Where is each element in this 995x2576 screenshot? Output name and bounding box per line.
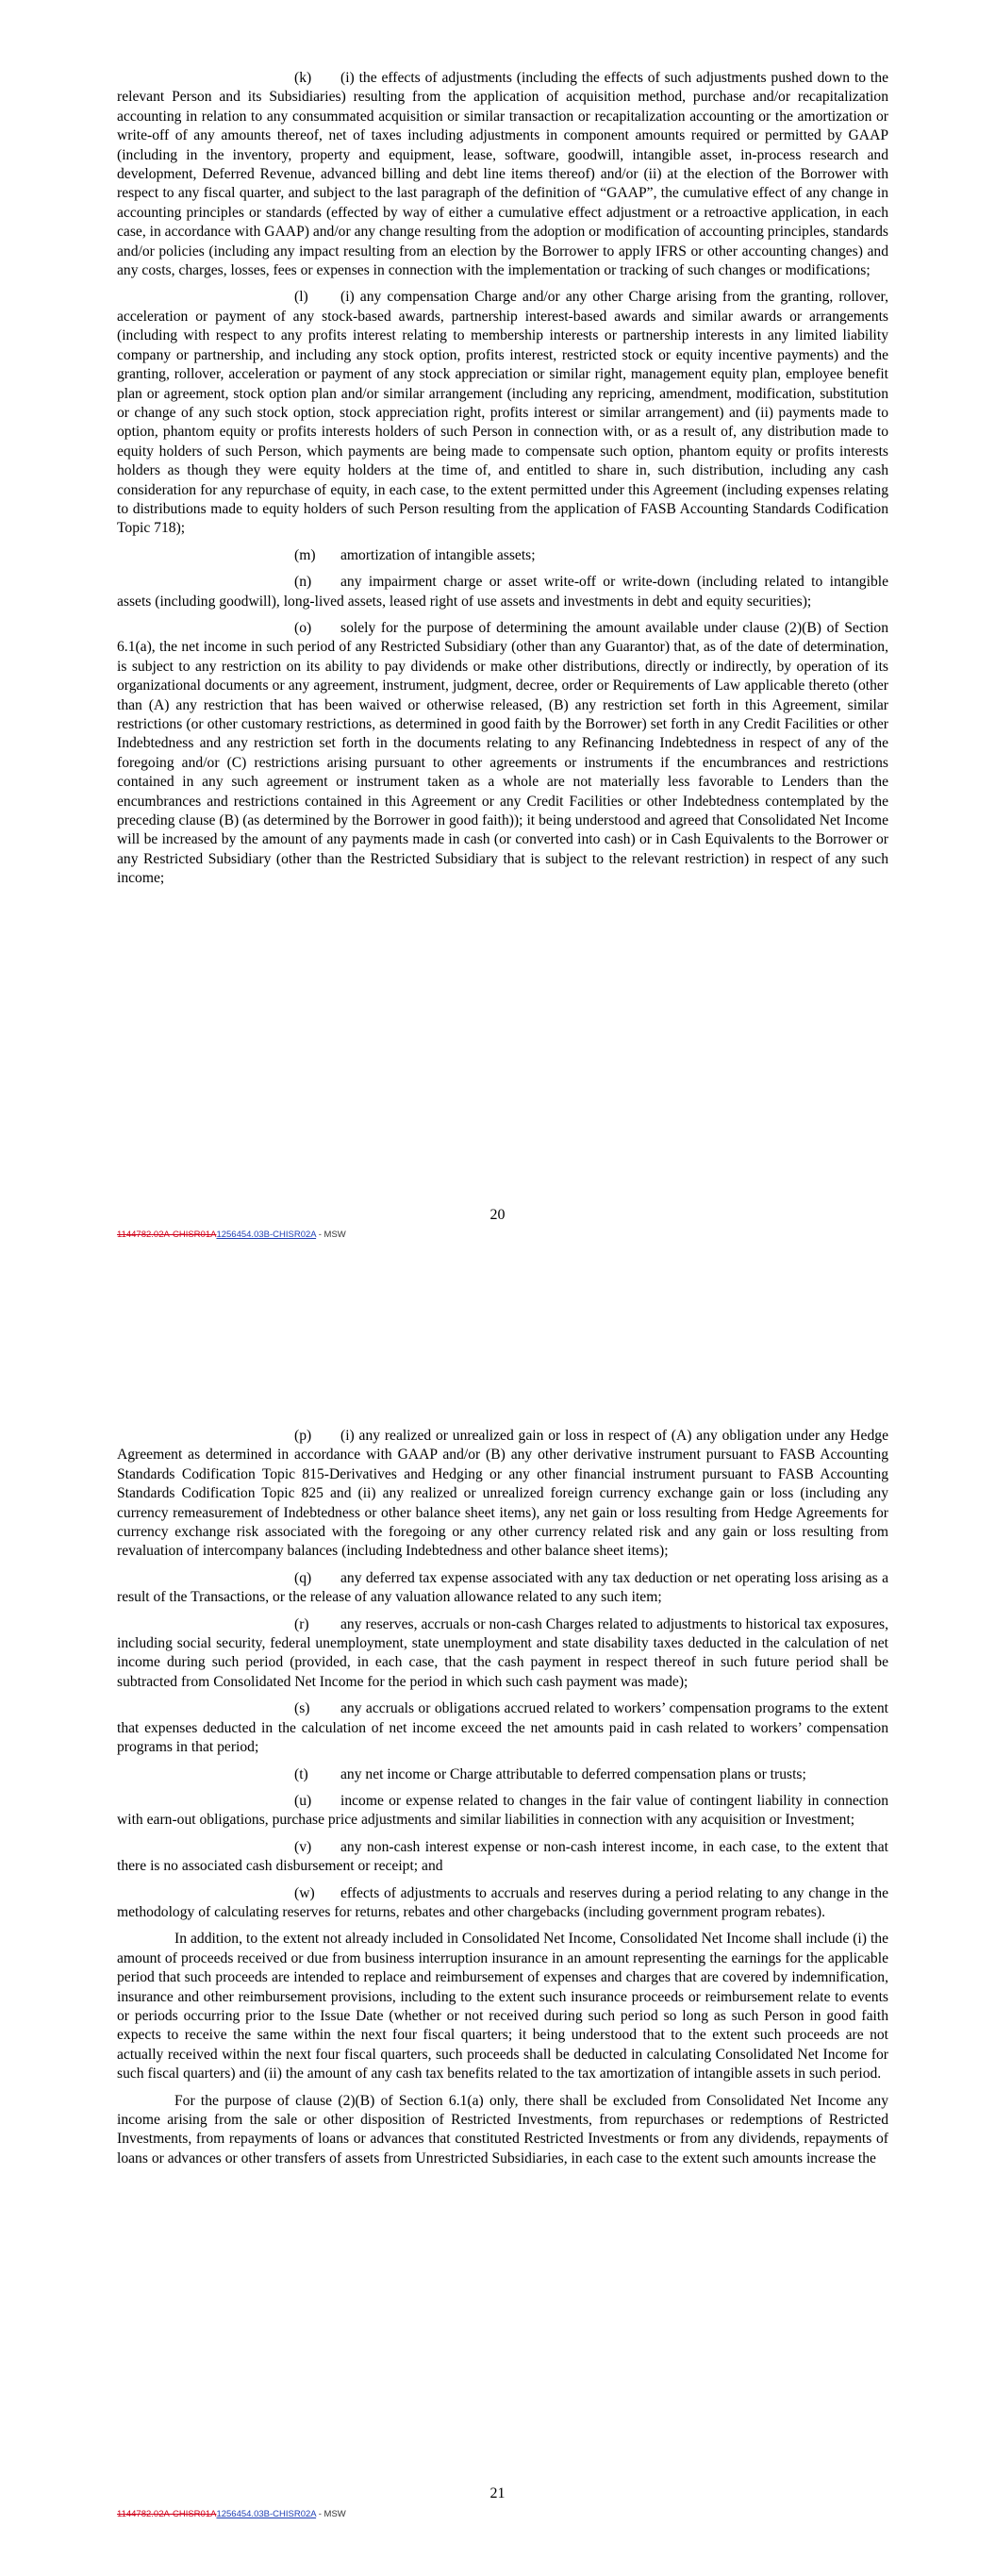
clause-text: (i) any realized or unrealized gain or loss in respect of (A) any obligation under any Hedge Agreement as determined in accordance with GAAP and/or (B) any other derivative instrument pursuant to FASB Accounting Standards Codification Topic 815-Derivatives and Hedging or any other financial instrument pursuant to FASB Accounting Standards Codification Topic 825 and (ii) any realized or unrealized foreign currency exchange gain or loss (including any currency remeasurement of Indebtedness or other balance sheet items), any net gain or loss resulting from Hedge Agreements for currency exchange risk associated with the foregoing or any other currency related risk and any gain or loss resulting from revaluation of intercompany balances (including Indebtedness and other balance sheet items); (117, 1428, 888, 1560)
clause-marker: (n) (294, 574, 312, 591)
clause-text: any non-cash interest expense or non-cash interest income, in each case, to the extent that there is no associated cash disbursement or receipt; and (117, 1838, 888, 1875)
footer-inserted-id: 1256454.03B-CHISR02A (216, 2509, 317, 2519)
clause-marker: (k) (294, 70, 312, 86)
clause-u (117, 1792, 888, 1831)
clause-text: any net income or Charge attributable to deferred compensation plans or trusts; (340, 1765, 806, 1782)
paragraph-in-addition (117, 1930, 888, 2083)
clause-s (117, 1699, 888, 1757)
footer-deleted-id: 1144782.02A-CHISR01A (117, 2509, 217, 2519)
clause-text: income or expense related to changes in the fair value of contingent liability in connection with earn-out obligations, purchase price adjustments and similar liabilities in connection with any acquisition or Investment; (117, 1792, 888, 1829)
clause-q (117, 1569, 888, 1608)
clause-o (117, 619, 888, 889)
clause-marker: (r) (294, 1615, 309, 1632)
paragraph-for-the-purpose (117, 2092, 888, 2169)
document-page-21 (0, 1288, 995, 2576)
clause-text: (i) the effects of adjustments (including the effects of such adjustments pushed down to the relevant Person and its Subsidiaries) resulting from the application of acquisition method, purchase and/or recapitalization accounting in relation to any consummated acquisition or similar transaction or recapitalization accounting or the amortization or write-off of any amounts thereof, net of taxes including adjustments in component amounts required or permitted by GAAP (including in the inventory, property and equipment, lease, software, goodwill, intangible asset, in-process research and development, Deferred Revenue, advanced billing and debt line items thereof) and/or (ii) at the election of the Borrower with respect to any fiscal quarter, and subject to the last paragraph of the definition of “GAAP”, the cumulative effect of any change in accounting principles or standards (effected by way of either a cumulative effect adjustment or a retroactive application, in each case, in accordance with GAAP) and/or any change resulting from the adoption or modification of accounting principles, standards and/or policies (including any impact resulting from an election by the Borrower to apply IFRS or other accounting changes) and any costs, charges, losses, fees or expenses in connection with the implementation or tracking of such changes or modifications; (117, 70, 888, 279)
clause-t (117, 1765, 888, 1784)
clause-text: any impairment charge or asset write-off or write-down (including related to intangible assets (including goodwill), long-lived assets, leased right of use assets and investments in debt and equity securities); (117, 574, 888, 610)
page-text (117, 1427, 888, 2176)
clause-marker: (t) (294, 1765, 308, 1782)
document-footer (117, 2509, 346, 2519)
clause-marker: (s) (294, 1700, 310, 1717)
footer-suffix: - MSW (316, 1229, 346, 1240)
clause-k (117, 69, 888, 280)
clause-text: effects of adjustments to accruals and reserves during a period relating to any change in the methodology of calculating reserves for returns, rebates and other chargebacks (including government program rebates). (117, 1884, 888, 1920)
clause-marker: (p) (294, 1428, 312, 1444)
clause-text: any reserves, accruals or non-cash Charges related to adjustments to historical tax exposures, including social security, federal unemployment, state unemployment and state disability taxes deducted in the calculation of net income during such period (provided, in each case, that the cash payment in respect thereof in such future period shall be subtracted from Consolidated Net Income for the period in which such cash payment was made); (117, 1615, 888, 1690)
clause-marker: (o) (294, 619, 312, 636)
footer-deleted-id: 1144782.02A-CHISR01A (117, 1229, 217, 1240)
page-text (117, 69, 888, 896)
page-number: 21 (489, 2485, 506, 2501)
clause-marker: (w) (294, 1884, 315, 1901)
clause-m (117, 546, 888, 565)
footer-suffix: - MSW (316, 2509, 346, 2519)
clause-marker: (l) (294, 289, 308, 306)
clause-w (117, 1884, 888, 1923)
clause-r (117, 1615, 888, 1693)
clause-text: amortization of intangible assets; (340, 546, 536, 563)
clause-p (117, 1427, 888, 1562)
clause-marker: (q) (294, 1569, 312, 1586)
clause-text: any accruals or obligations accrued related to workers’ compensation programs to the extent that expenses deducted in the calculation of net income exceed the net amounts paid in cash related to workers’ compensation programs in that period; (117, 1700, 888, 1756)
clause-text: any deferred tax expense associated with any tax deduction or net operating loss arising as a result of the Transactions, or the release of any valuation allowance related to any such item; (117, 1569, 888, 1606)
document-footer (117, 1229, 346, 1240)
paragraph-text: In addition, to the extent not already included in Consolidated Net Income, Consolidated Net Income shall include (i) the amount of proceeds received or due from business interruption insurance in an amount representing the earnings for the applicable period that such proceeds are intended to replace and reimbursement of expenses and charges that are covered by indemnification, insurance and other reimbursement provisions, including to the extent such insurance proceeds or reimbursement relate to events or periods occurring prior to the Issue Date (whether or not received during such period so long as such Person in good faith expects to receive the same within the next four fiscal quarters; it being understood that to the extent such proceeds are not actually received within the next four fiscal quarters, such proceeds shall be deducted in calculating Consolidated Net Income for such fiscal quarters) and (ii) the amount of any cash tax benefits related to the tax amortization of intangible assets in such period. (117, 1931, 888, 2083)
clause-n (117, 573, 888, 611)
clause-marker: (u) (294, 1792, 312, 1809)
clause-l (117, 288, 888, 538)
clause-marker: (v) (294, 1838, 312, 1855)
page-number: 20 (489, 1207, 506, 1223)
clause-marker: (m) (294, 546, 316, 563)
clause-v (117, 1838, 888, 1877)
footer-inserted-id: 1256454.03B-CHISR02A (216, 1229, 317, 1240)
clause-text: solely for the purpose of determining the amount available under clause (2)(B) of Section 6.1(a), the net income in such period of any Restricted Subsidiary (other than any Guarantor) that, as of the date of determination, is subject to any restriction on its ability to pay dividends or make other distributions, directly or indirectly, by operation of its organizational documents or any agreement, instrument, judgment, decree, order or Requirements of Law applicable thereto (other than (A) any restriction that has been waived or otherwise released, (B) any restriction set forth in this Agreement, similar restrictions (or other customary restrictions, as determined in good faith by the Borrower) set forth in any Credit Facilities or other Indebtedness and any restriction set forth in the documents relating to any Refinancing Indebtedness in respect of any of the foregoing and/or (C) restrictions arising pursuant to other agreements or instruments if the encumbrances and restrictions contained in any such agreement or instrument taken as a whole are not materially less favorable to Lenders than the encumbrances and restrictions contained in this Agreement or any Credit Facilities or other Indebtedness contemplated by the preceding clause (B) (as determined by the Borrower in good faith)); it being understood and agreed that Consolidated Net Income will be increased by the amount of any payments made in cash (or converted into cash) or in Cash Equivalents to the Borrower or any Restricted Subsidiary (other than the Restricted Subsidiary that is subject to the relevant restriction) in respect of any such income; (117, 619, 888, 887)
clause-text: (i) any compensation Charge and/or any other Charge arising from the granting, rollover, acceleration or payment of any stock-based awards, partnership interest-based awards and similar awards or arrangements (including with respect to any profits interest relating to membership interests or partnership interests in any limited liability company or partnership, and including any stock option, profits interest, restricted stock or equity incentive payments) and the granting, rollover, acceleration or payment of any stock appreciation or similar right, management equity plan, employee benefit plan or agreement, stock option plan and/or similar arrangement (including any repricing, amendment, modification, substitution or change of any such stock option, stock appreciation right, profits interest or similar arrangement) and (ii) payments made to option, phantom equity or profits interests holders of such Person in connection with, or as a result of, any distribution made to equity holders of such Person, which payments are being made to compensate such option, phantom equity or profits interests holders as though they were equity holders at the time of, and entitled to share in, such distribution, including any cash consideration for any repurchase of equity, in each case, to the extent permitted under this Agreement (including expenses relating to distributions made to equity holders of such Person resulting from the application of FASB Accounting Standards Codification Topic 718); (117, 289, 888, 537)
paragraph-text: For the purpose of clause (2)(B) of Section 6.1(a) only, there shall be excluded from Consolidated Net Income any income arising from the sale or other disposition of Restricted Investments, from repurchases or redemptions of Restricted Investments, from repayments of loans or advances that constituted Restricted Investments or from any dividends, repayments of loans or advances or other transfers of assets from Unrestricted Subsidiaries, in each case to the extent such amounts increase the (117, 2092, 888, 2166)
